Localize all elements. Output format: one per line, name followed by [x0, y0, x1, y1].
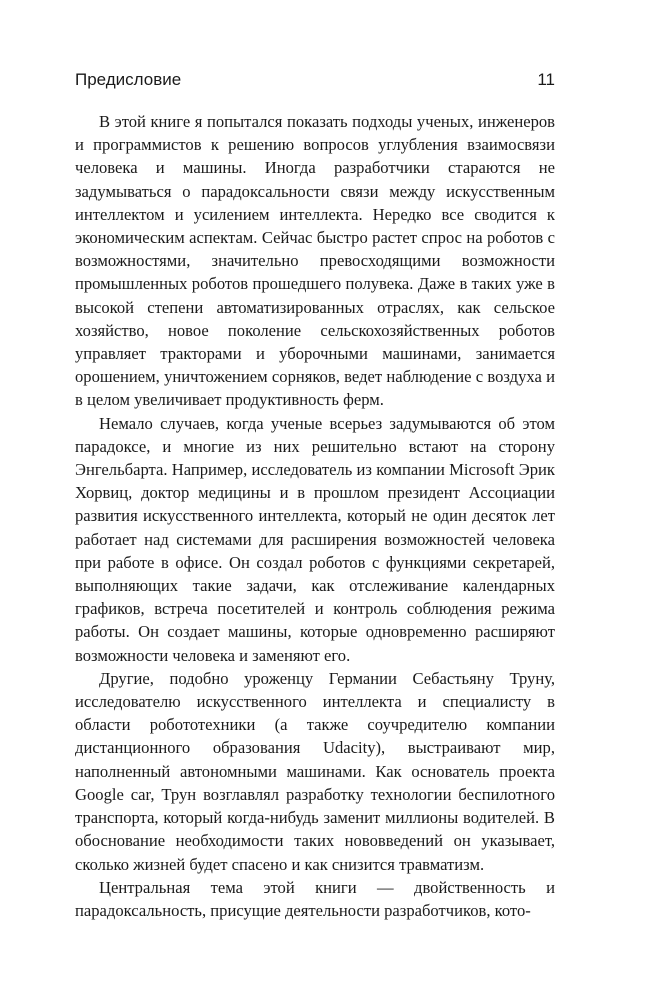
- running-header: [75, 70, 555, 96]
- paragraph-4: Центральная тема этой книги — двойственность и парадоксальность, присущие деятельности разработчиков, кото-: [75, 877, 555, 920]
- body-text: [75, 110, 555, 922]
- paragraph-1: В этой книге я попытался показать подходы ученых, инженеров и программистов к решению вопросов углубления взаимосвязи человека и машины. Иногда разработчики стараются не задумываться о парадоксальности связи между искусственным интеллектом и усилением интеллекта. Нередко все сводится к экономическим аспектам. Сейчас быстро растет спрос на роботов с возможностями, значительно превосходящими возможности промышленных роботов прошедшего полувека. Даже в таких уже в высокой степени автоматизированных отраслях, как сельское хозяйство, новое поколение сельскохозяйственных роботов управляет тракторами и уборочными машинами, занимается орошением, уничтожением сорняков, ведет наблюдение с воздуха и в целом увеличивает продуктивность ферм.: [75, 112, 555, 410]
- paragraph-2: Немало случаев, когда ученые всерьез задумываются об этом парадоксе, и многие из них решительно встают на сторону Энгельбарта. Например, исследователь из компании Microsoft Эрик Хорвиц, доктор медицины и в прошлом президент Ассоциации развития искусственного интеллекта, который не один десяток лет работает над системами для расширения возможностей человека при работе в офисе. Он создал роботов с функциями секретарей, выполняющих такие задачи, как отслеживание календарных графиков, встреча посетителей и контроль соблюдения режима работы. Он создает машины, которые одновременно расширяют возможности человека и заменяют его.: [75, 413, 555, 665]
- paragraph-3: Другие, подобно уроженцу Германии Себастьяну Труну, исследователю искусственного интеллекта и специалисту в области робототехники (а также соучредителю компании дистанционного образования Udacity), выстраивают мир, наполненный автономными машинами. Как основатель проекта Google car, Трун возглавлял разработку технологии беспилотного транспорта, который когда-нибудь заменит миллионы водителей. В обоснование необходимости таких нововведений он указывает, сколько жизней будет спасено и как снизится травматизм.: [75, 668, 555, 874]
- page-number: 11: [537, 70, 555, 89]
- section-title: Предисловие: [75, 70, 182, 89]
